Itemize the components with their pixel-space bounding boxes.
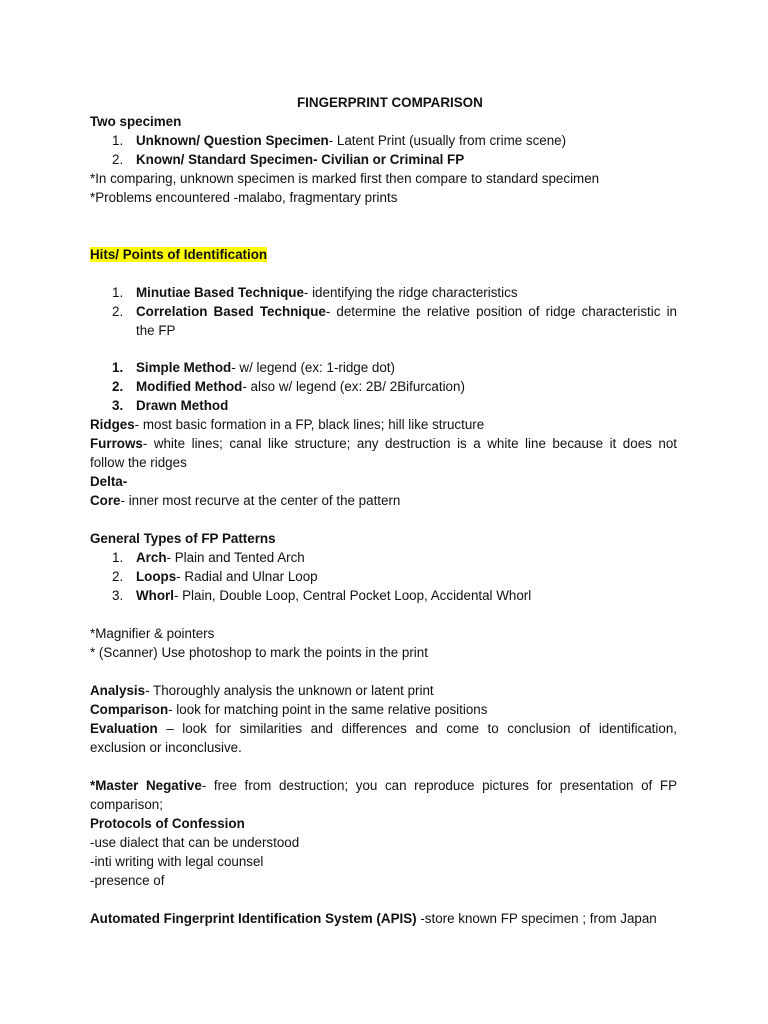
tools-line: *Magnifier & pointers (90, 626, 215, 641)
list-item (136, 150, 464, 169)
analysis-line (90, 681, 434, 700)
item-term: Whorl (136, 588, 174, 603)
list-number: 1. (112, 550, 124, 565)
term-label: *Master Negative (90, 778, 202, 793)
hits-heading (90, 245, 267, 264)
list-item (136, 377, 465, 396)
term-delta: Delta- (90, 474, 128, 489)
term-text: -store known FP specimen ; from Japan (416, 911, 657, 926)
item-term: Loops (136, 569, 177, 584)
list-item (136, 302, 677, 321)
comparison-line (90, 700, 487, 719)
item-text: - Plain and Tented Arch (166, 550, 305, 565)
term-text: - most basic formation in a FP, black lines; hill like structure (134, 417, 485, 432)
two-specimen-heading: Two specimen (90, 114, 182, 129)
term-label: Core (90, 493, 121, 508)
item-text: - identifying the ridge characteristics (303, 285, 518, 300)
term-label: Ridges (90, 417, 135, 432)
item-term: Modified Method (136, 379, 243, 394)
list-number: 2. (112, 569, 124, 584)
list-item (136, 548, 305, 567)
patterns-heading: General Types of FP Patterns (90, 531, 276, 546)
list-item (136, 567, 318, 586)
item-text: - Latent Print (usually from crime scene) (328, 133, 567, 148)
term-continuation: exclusion or inconclusive. (90, 740, 242, 755)
list-item-continuation: the FP (136, 323, 176, 338)
list-number: 1. (112, 285, 124, 300)
term-text: - inner most recurve at the center of the pattern (120, 493, 401, 508)
term-label: Evaluation (90, 721, 158, 736)
term-core (90, 491, 400, 510)
confession-line: -presence of (90, 873, 165, 888)
note-line: *Problems encountered -malabo, fragmentary prints (90, 190, 398, 205)
term-ridges (90, 415, 484, 434)
highlighted-heading: Hits/ Points of Identification (90, 247, 268, 262)
term-label: Furrows (90, 436, 143, 451)
term-label: Automated Fingerprint Identification System (APIS) (90, 911, 417, 926)
term-text: - Thoroughly analysis the unknown or latent print (145, 683, 434, 698)
term-text: - look for matching point in the same relative positions (168, 702, 488, 717)
list-number: 3. (112, 588, 124, 603)
item-text: - Radial and Ulnar Loop (176, 569, 318, 584)
evaluation-line (90, 719, 677, 738)
list-number: 2. (112, 152, 124, 167)
list-item (136, 283, 518, 302)
item-term: Correlation Based Technique (136, 304, 326, 319)
term-label: Analysis (90, 683, 146, 698)
item-text: - also w/ legend (ex: 2B/ 2Bifurcation) (242, 379, 465, 394)
term-label: Comparison (90, 702, 169, 717)
term-text: - free from destruction; you can reproduce pictures for presentation of FP (201, 778, 677, 793)
term-text: - white lines; canal like structure; any destruction is a white line because it does not (142, 436, 677, 451)
list-number: 3. (112, 398, 124, 413)
item-term: Known/ Standard Specimen- Civilian or Criminal FP (136, 152, 465, 167)
list-number: 1. (112, 133, 124, 148)
list-item (136, 358, 395, 377)
item-term: Unknown/ Question Specimen (136, 133, 329, 148)
confession-line: -use dialect that can be understood (90, 835, 300, 850)
master-negative-line (90, 776, 677, 795)
list-number: 1. (112, 360, 124, 375)
item-term: Simple Method (136, 360, 232, 375)
term-continuation: follow the ridges (90, 455, 187, 470)
item-text: - w/ legend (ex: 1-ridge dot) (231, 360, 395, 375)
list-item (136, 396, 228, 415)
list-number: 2. (112, 379, 124, 394)
confession-line: -inti writing with legal counsel (90, 854, 264, 869)
item-term: Arch (136, 550, 167, 565)
item-term: Drawn Method (136, 398, 229, 413)
note-line: *In comparing, unknown specimen is marked first then compare to standard specimen (90, 171, 600, 186)
tools-line: * (Scanner) Use photoshop to mark the points in the print (90, 645, 428, 660)
apis-line (90, 909, 657, 928)
term-furrows (90, 434, 677, 453)
item-term: Minutiae Based Technique (136, 285, 304, 300)
document-title: FINGERPRINT COMPARISON (297, 95, 483, 110)
list-item (136, 131, 566, 150)
term-text: – look for similarities and differences and come to conclusion of identification, (157, 721, 677, 736)
confession-heading: Protocols of Confession (90, 816, 245, 831)
item-text: - determine the relative position of ridge characteristic in (325, 304, 677, 319)
list-item (136, 586, 531, 605)
item-text: - Plain, Double Loop, Central Pocket Loop, Accidental Whorl (173, 588, 532, 603)
list-number: 2. (112, 304, 124, 319)
term-continuation: comparison; (90, 797, 163, 812)
